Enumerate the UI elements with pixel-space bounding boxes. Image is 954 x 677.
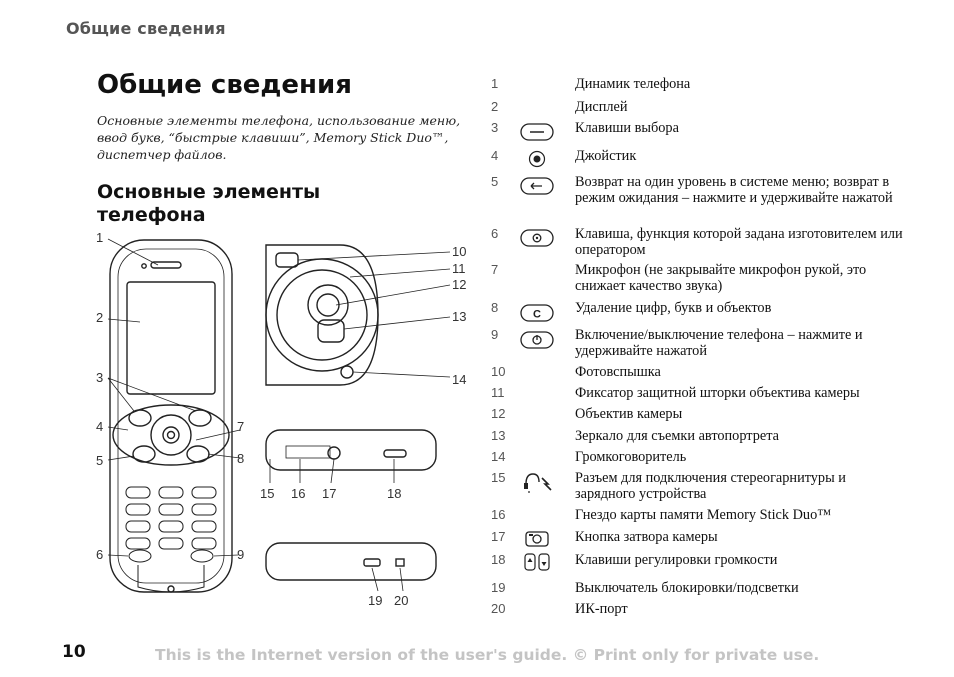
key-description: Кнопка затвора камеры	[575, 529, 718, 545]
keypad	[126, 487, 216, 562]
key-number: 13	[491, 428, 506, 443]
key-number: 8	[491, 300, 499, 315]
earpiece	[151, 262, 181, 268]
key-description: Включение/выключение телефона – нажмите и удерживайте нажатой	[575, 327, 863, 359]
camera-shutter-icon	[520, 530, 554, 548]
intro-text: Основные элементы телефона, использование меню, ввод букв, “быстрые клавиши”, Memory Stick Duo™, диспетчер файлов.	[97, 113, 461, 162]
key-description: Гнездо карты памяти Memory Stick Duo™	[575, 507, 832, 523]
callout-19: 19	[368, 593, 383, 608]
callout-7: 7	[237, 419, 245, 434]
key-number: 12	[491, 406, 506, 421]
key-description: Удаление цифр, букв и объектов	[575, 300, 772, 316]
callout-20: 20	[394, 593, 409, 608]
key-number: 16	[491, 507, 506, 522]
key-number: 5	[491, 174, 499, 189]
callout-14: 14	[452, 372, 467, 387]
key-description: ИК-порт	[575, 601, 628, 617]
key-number: 4	[491, 148, 499, 163]
callout-18: 18	[387, 486, 402, 501]
key-number: 9	[491, 327, 499, 342]
display-screen	[127, 282, 215, 394]
key-number: 1	[491, 76, 499, 91]
callout-2: 2	[96, 310, 104, 325]
key-number: 17	[491, 529, 506, 544]
phone-side-view-top	[266, 430, 436, 470]
callout-13: 13	[452, 309, 467, 324]
key-description: Микрофон (не закрывайте микрофон рукой, это снижает качество звука)	[575, 262, 867, 294]
page-number: 10	[62, 642, 86, 662]
key-number: 2	[491, 99, 499, 114]
clear-key	[187, 446, 209, 462]
key-description: Клавиша, функция которой задана изготовителем или оператором	[575, 226, 903, 258]
key-description: Клавиши выбора	[575, 120, 679, 136]
power-key-icon	[520, 331, 554, 349]
headset-charger-icon	[520, 470, 554, 494]
page-title: Общие сведения	[97, 70, 352, 100]
key-description: Динамик телефона	[575, 76, 691, 92]
self-portrait-mirror	[318, 320, 344, 342]
key-number: 15	[491, 470, 506, 485]
key-description: Зеркало для съемки автопортрета	[575, 428, 779, 444]
key-description: Разъем для подключения стереогарнитуры и зарядного устройства	[575, 470, 846, 502]
back-key	[133, 446, 155, 462]
back-key-icon	[520, 177, 554, 195]
key-number: 19	[491, 580, 506, 595]
selection-key-icon	[520, 123, 554, 141]
callout-15: 15	[260, 486, 275, 501]
callout-17: 17	[322, 486, 337, 501]
callout-8: 8	[237, 451, 245, 466]
key-number: 10	[491, 364, 506, 379]
key-description: Выключатель блокировки/подсветки	[575, 580, 799, 596]
right-selection-key	[189, 410, 211, 426]
key-description: Фиксатор защитной шторки объектива камеры	[575, 385, 860, 401]
key-description: Фотовспышка	[575, 364, 661, 380]
section-title: Основные элементы телефона	[97, 181, 321, 226]
running-header: Общие сведения	[66, 19, 226, 38]
key-number: 18	[491, 552, 506, 567]
key-description: Громкоговоритель	[575, 449, 687, 465]
key-number: 14	[491, 449, 506, 464]
key-description: Возврат на один уровень в системе меню; возврат в режим ожидания – нажмите и удерживайте нажатой	[575, 174, 893, 206]
callout-3: 3	[96, 370, 104, 385]
camera-flash	[276, 253, 298, 267]
key-number: 11	[491, 385, 505, 400]
callout-11: 11	[452, 261, 466, 276]
callout-5: 5	[96, 453, 104, 468]
callout-10: 10	[452, 244, 467, 259]
joystick-icon	[520, 150, 554, 168]
key-list	[488, 76, 908, 621]
key-number: 7	[491, 262, 499, 277]
key-number: 20	[491, 601, 506, 616]
volume-keys-icon	[520, 552, 554, 572]
camera-lens	[308, 285, 348, 325]
key-number: 3	[491, 120, 499, 135]
callout-1: 1	[96, 230, 104, 245]
left-selection-key	[129, 410, 151, 426]
svg-text:C: C	[533, 308, 541, 321]
callout-6: 6	[96, 547, 104, 562]
callout-16: 16	[291, 486, 306, 501]
operator-key-icon	[520, 229, 554, 247]
key-description: Джойстик	[575, 148, 637, 164]
phone-illustration	[88, 225, 473, 610]
callout-9: 9	[237, 547, 245, 562]
key-description: Дисплей	[575, 99, 628, 115]
footer-notice: This is the Internet version of the user's guide. © Print only for private use.	[155, 646, 820, 664]
callout-4: 4	[96, 419, 104, 434]
callout-12: 12	[452, 277, 467, 292]
key-number: 6	[491, 226, 499, 241]
key-description: Клавиши регулировки громкости	[575, 552, 778, 568]
key-description: Объектив камеры	[575, 406, 683, 422]
clear-key-icon	[520, 304, 554, 322]
phone-side-view-bottom	[266, 543, 436, 580]
